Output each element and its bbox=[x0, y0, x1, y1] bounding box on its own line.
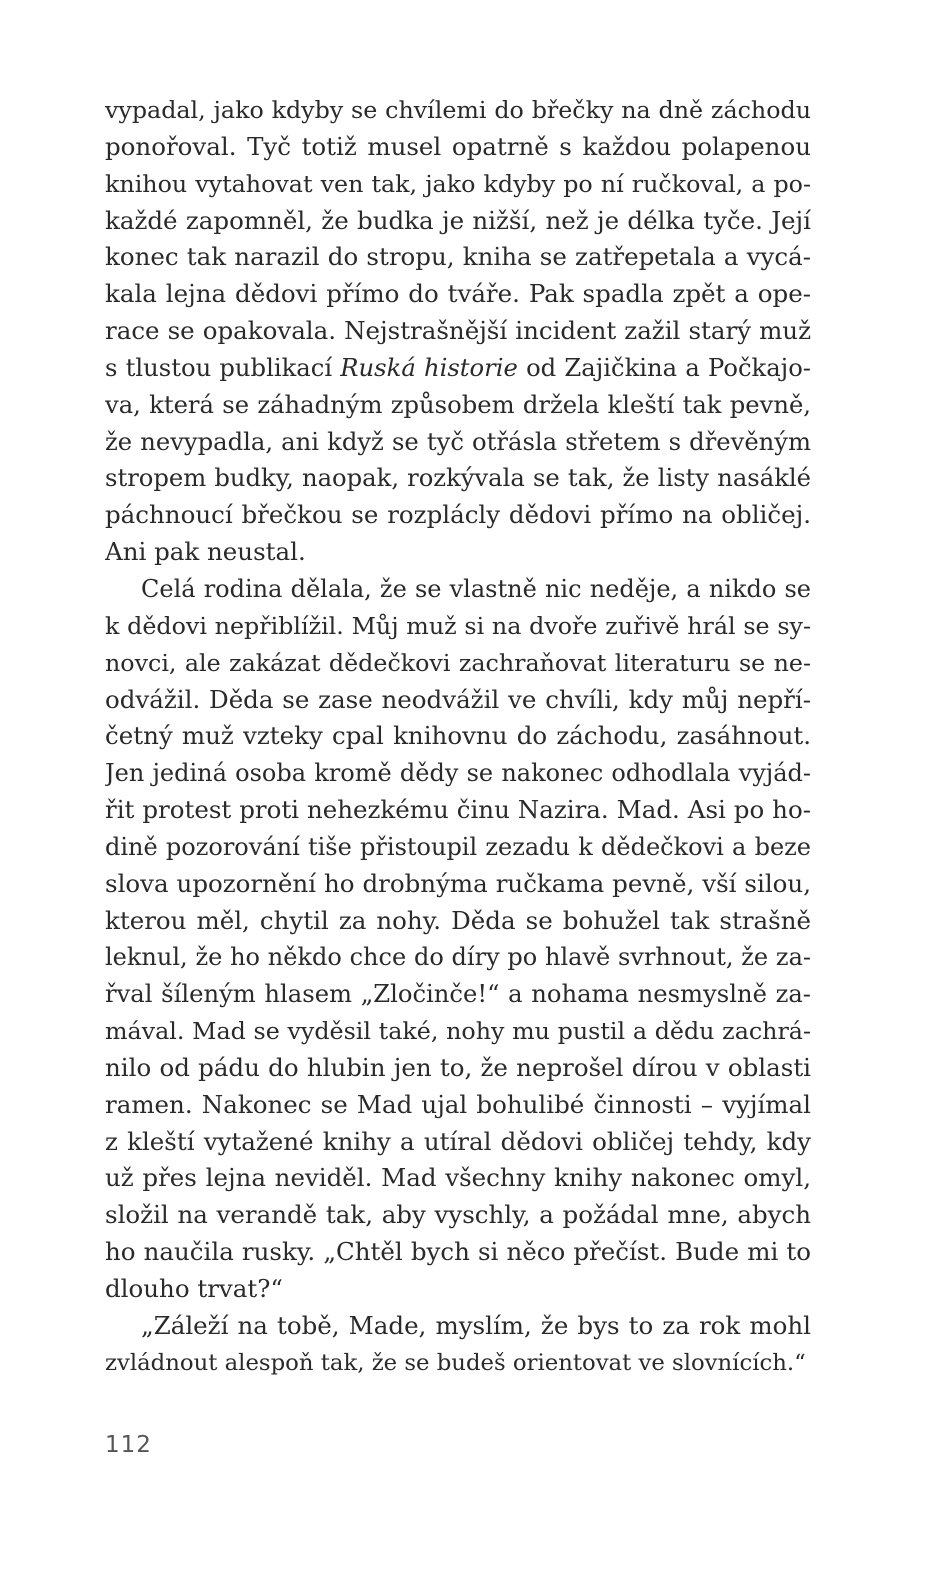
text-line: nilo od pádu do hlubin jen to, že neprošel dírou v oblasti bbox=[105, 1052, 811, 1082]
text-line: leknul, že ho někdo chce do díry po hlavě svrhnout, že za- bbox=[105, 943, 811, 972]
text-line: kala lejna dědovi přímo do tváře. Pak spadla zpět a ope- bbox=[105, 279, 811, 309]
text-line: vypadal, jako kdyby se chvílemi do břečky na dně záchodu bbox=[105, 96, 811, 124]
text-line: ho naučila rusky. „Chtěl bych si něco přečíst. Bude mi to bbox=[105, 1237, 811, 1267]
text-line: každé zapomněl, že budka je nižší, než je délka tyče. Její bbox=[105, 205, 811, 235]
text-line: páchnoucí břečkou se rozplácly dědovi přímo na obličej. bbox=[105, 500, 811, 530]
text-line: k dědovi nepřiblížil. Můj muž si na dvoře zuřivě hrál se sy- bbox=[105, 611, 811, 640]
line-text-before: s tlustou publikací bbox=[105, 352, 341, 382]
text-line: řval šíleným hlasem „Zločinče!“ a nohama nesmyslně za- bbox=[105, 979, 811, 1009]
text-line: zvládnout alespoň tak, že se budeš orientovat ve slovnících.“ bbox=[105, 1349, 806, 1376]
text-line: Celá rodina dělala, že se vlastně nic neděje, a nikdo se bbox=[141, 574, 811, 603]
text-line: stropem budky, naopak, rozkývala se tak, že listy nasáklé bbox=[105, 463, 811, 493]
book-title-italic: Ruská historie bbox=[340, 352, 518, 382]
text-line: knihou vytahovat ven tak, jako kdyby po ní ručkoval, a po- bbox=[105, 169, 811, 198]
text-line: ramen. Nakonec se Mad ujal bohulibé činnosti – vyjímal bbox=[105, 1089, 811, 1119]
page-number: 112 bbox=[105, 1432, 152, 1458]
text-line: četný muž vzteky cpal knihovnu do záchodu, zasáhnout. bbox=[105, 721, 811, 751]
text-line: Jen jediná osoba kromě dědy se nakonec odhodlala vyjád- bbox=[105, 759, 811, 788]
text-line: Ani pak neustal. bbox=[105, 537, 306, 567]
text-line: dlouho trvat?“ bbox=[105, 1274, 283, 1303]
text-line: z kleští vytažené knihy a utíral dědovi obličej tehdy, kdy bbox=[105, 1126, 811, 1156]
text-line: složil na verandě tak, aby vyschly, a požádal mne, abych bbox=[105, 1200, 811, 1230]
line-text-after: od Zajičkina a Počkajo- bbox=[517, 352, 811, 382]
text-line: va, která se záhadným způsobem držela kleští tak pevně, bbox=[105, 389, 811, 419]
text-line: kterou měl, chytil za nohy. Děda se bohužel tak strašně bbox=[105, 905, 811, 935]
text-line-with-title bbox=[105, 350, 811, 387]
body-text bbox=[105, 92, 811, 1382]
text-line: konec tak narazil do stropu, kniha se zatřepetala a vycá- bbox=[105, 242, 811, 272]
text-line: slova upozornění ho drobnýma ručkama pevně, vší silou, bbox=[105, 868, 811, 898]
text-line: odvážil. Děda se zase neodvážil ve chvíli, kdy můj nepří- bbox=[105, 684, 811, 714]
text-line: novci, ale zakázat dědečkovi zachraňovat literaturu se ne- bbox=[105, 648, 811, 677]
text-line: už přes lejna neviděl. Mad všechny knihy nakonec omyl, bbox=[105, 1163, 811, 1193]
text-line: race se opakovala. Nejstrašnější incident zažil starý muž bbox=[105, 316, 811, 346]
text-line: řit protest proti nehezkému činu Nazira. Mad. Asi po ho- bbox=[105, 795, 811, 825]
text-line: „Záleží na tobě, Made, myslím, že bys to za rok mohl bbox=[141, 1310, 811, 1340]
text-line: dině pozorování tiše přistoupil zezadu k dědečkovi a beze bbox=[105, 832, 811, 861]
text-line: mával. Mad se vyděsil také, nohy mu pustil a dědu zachrá- bbox=[105, 1017, 811, 1046]
text-line: že nevypadla, ani když se tyč otřásla střetem s dřevěným bbox=[105, 426, 811, 456]
text-line: ponořoval. Tyč totiž musel opatrně s každou polapenou bbox=[105, 131, 811, 161]
